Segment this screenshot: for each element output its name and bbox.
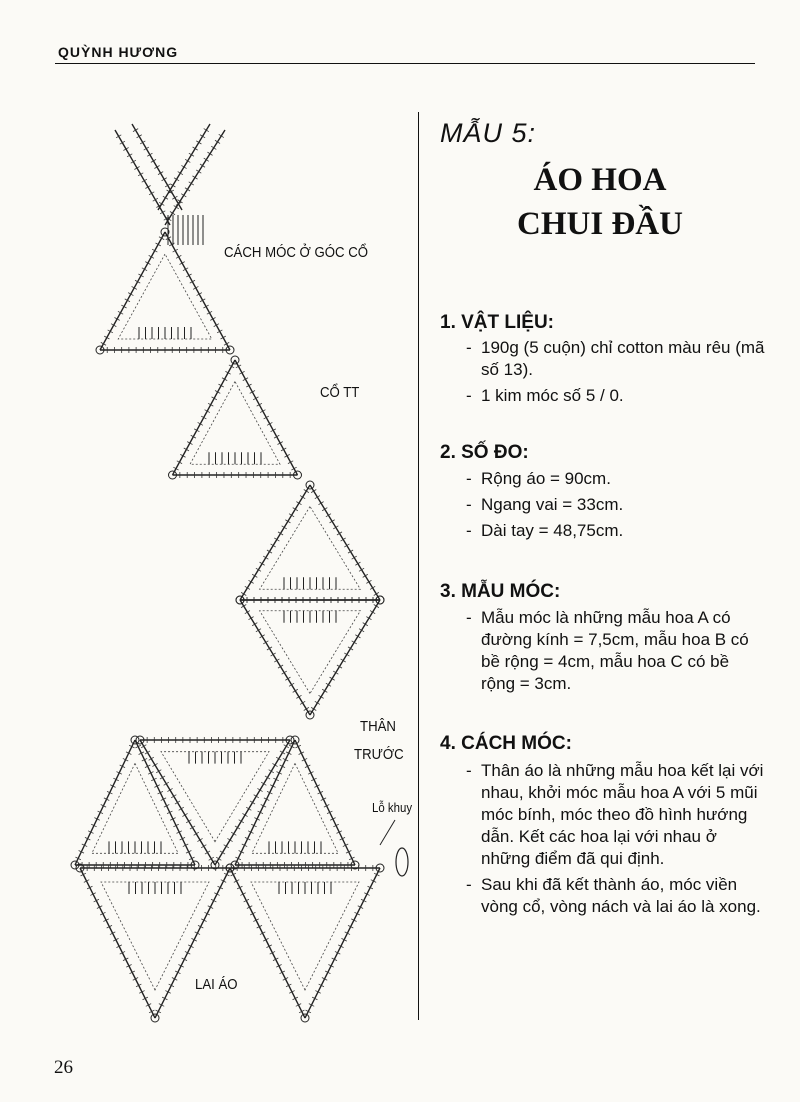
list-item: - Sau khi đã kết thành áo, móc viền vòng cổ, vòng nách và lai áo là xong.	[466, 875, 761, 916]
motif-3-inner	[260, 506, 361, 589]
method-list	[466, 760, 766, 922]
motif-8-edge	[155, 868, 230, 1018]
buttonhole-pointer	[380, 820, 395, 845]
neck-strap-left	[115, 130, 170, 225]
motif-3-edge	[310, 485, 380, 600]
label-hem: LAI ÁO	[195, 976, 238, 993]
motif-6-inner	[92, 763, 178, 853]
page-number: 26	[54, 1057, 73, 1078]
pattern-list	[466, 607, 766, 699]
pattern-heading: 3. MẪU MÓC:	[440, 581, 561, 602]
motif-6-edge	[75, 740, 135, 865]
label-neck-corner: CÁCH MÓC Ở GÓC CỔ	[224, 244, 369, 261]
motif-8-edge	[80, 868, 155, 1018]
materials-heading: 1. VẬT LIỆU:	[440, 312, 555, 333]
label-front-body-1: THÂN	[360, 718, 396, 735]
motif-1-inner	[118, 254, 212, 339]
motif-9-edge	[305, 868, 380, 1018]
title-line-1: ÁO HOA	[533, 162, 667, 198]
motif-4-edge	[240, 600, 310, 715]
motif-8-inner	[101, 882, 209, 990]
measurements-heading: 2. SỐ ĐO:	[440, 442, 529, 463]
list-item: - Ngang vai = 33cm.	[466, 495, 624, 514]
column-divider	[418, 112, 419, 1020]
measurements-list	[466, 468, 766, 546]
motif-7-edge	[295, 740, 355, 865]
motif-7-inner	[252, 763, 338, 853]
motif-2-inner	[190, 381, 280, 464]
motif-4-inner	[260, 611, 361, 694]
list-item: - 190g (5 cuộn) chỉ cotton màu rêu (mã số 13).	[466, 338, 765, 379]
crochet-diagram	[50, 110, 420, 1030]
buttonhole-loop	[396, 848, 408, 876]
label-buttonhole: Lỗ khuy	[372, 800, 413, 815]
list-item: - 1 kim móc số 5 / 0.	[466, 386, 624, 405]
motif-9-inner	[251, 882, 359, 990]
motif-4-edge	[310, 600, 380, 715]
list-item: - Rộng áo = 90cm.	[466, 469, 611, 488]
motif-9-edge	[230, 868, 305, 1018]
label-neck: CỔ TT	[320, 384, 360, 401]
page-title	[500, 158, 700, 246]
header-author: QUỲNH HƯƠNG	[58, 44, 179, 60]
motif-3-edge	[240, 485, 310, 600]
label-front-body-2: TRƯỚC	[354, 746, 404, 763]
materials-list	[466, 337, 766, 411]
list-item: - Dài tay = 48,75cm.	[466, 521, 624, 540]
list-item: - Thân áo là những mẫu hoa kết lại với nhau, khởi móc mẫu hoa A với 5 mũi móc bính, móc theo đồ hình hướng dẫn. Kết các hoa lại với nhau ở những điểm đã qui định.	[466, 761, 764, 868]
pattern-number: MẪU 5:	[440, 118, 537, 148]
method-heading: 4. CÁCH MÓC:	[440, 733, 572, 754]
motif-1-edge	[165, 232, 230, 350]
motif-1-edge	[100, 232, 165, 350]
header-divider	[55, 63, 755, 64]
title-line-2: CHUI ĐẦU	[517, 206, 683, 242]
list-item: - Mẫu móc là những mẫu hoa A có đường kính = 7,5cm, mẫu hoa B có bề rộng = 4cm, mẫu hoa C có bề rộng = 3cm.	[466, 608, 749, 693]
